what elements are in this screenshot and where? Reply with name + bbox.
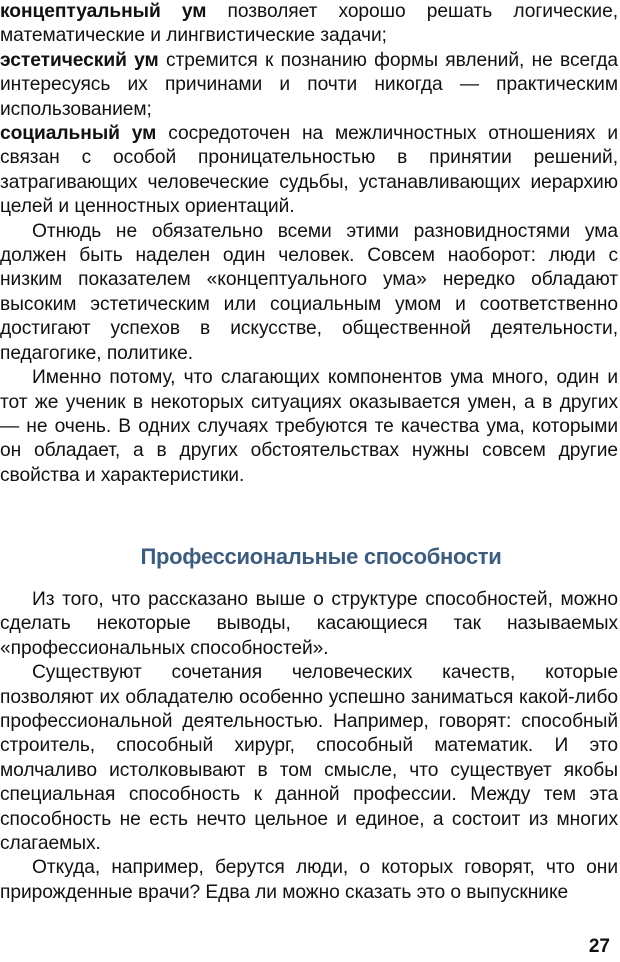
body-paragraph: Отнюдь не обязательно всеми этими разновидностями ума должен быть наделен один человек. Совсем наоборот: люди с низким показателем «концептуального ума» нередко обладают высоким эстетическим или социальным умом и соответственно достигают успехов в искусстве, общественной деятельности, педагогике, политике. bbox=[0, 220, 618, 364]
definition-term: эстетический ум bbox=[0, 49, 159, 71]
definition-term: концептуальный ум bbox=[0, 1, 207, 22]
definition-text: сосредоточен на межличностных отношениях и связан с особой проницательностью в принятии решений, затрагивающих человеческие судьбы, устанавливающих иерархию целей и ценностных ориентаций. bbox=[0, 123, 619, 218]
definition-social bbox=[0, 122, 618, 220]
definition-text: стремится к познанию формы явлений, не всегда интересуясь их причинами и почти никогда — практическим использованием; bbox=[0, 49, 618, 120]
definition-text: позволяет хорошо решать логические, математические и лингвистические задачи; bbox=[0, 1, 619, 47]
body-paragraph: Из того, что рассказано выше о структуре способностей, можно сделать некоторые выводы, касающиеся так называемых «профессиональных способностей». bbox=[0, 589, 618, 659]
definition-term: социальный ум bbox=[0, 123, 157, 145]
lower-text-block bbox=[0, 588, 618, 905]
body-paragraph: Существуют сочетания человеческих качеств, которые позволяют их обладателю особенно успешно заниматься какой-либо профессиональной деятельностью. Например, говорят: способный строитель, способный хирург, способный математик. И это молчаливо истолковывают в том смысле, что существует якобы специальная способность к данной профессии. Между тем эта способность не есть нечто цельное и единое, а состоит из многих слагаемых. bbox=[0, 662, 618, 855]
page-number: 27 bbox=[588, 936, 610, 957]
section-heading: Профессиональные способности bbox=[140, 544, 502, 569]
section-heading-wrap bbox=[0, 544, 620, 570]
body-paragraph: Именно потому, что слагающих компонентов ума много, один и тот же ученик в некоторых ситуациях оказывается умен, а в других — не очень. В одних случаях требуются те качества ума, которыми он обладает, а в других обстоятельствах нужны совсем другие свойства и характеристики. bbox=[0, 367, 618, 486]
body-paragraph: Откуда, например, берутся люди, о которых говорят, что они прирожденные врачи? Едва ли можно сказать это о выпускнике bbox=[0, 857, 618, 903]
definition-aesthetic bbox=[0, 49, 618, 122]
definition-conceptual bbox=[0, 0, 618, 49]
